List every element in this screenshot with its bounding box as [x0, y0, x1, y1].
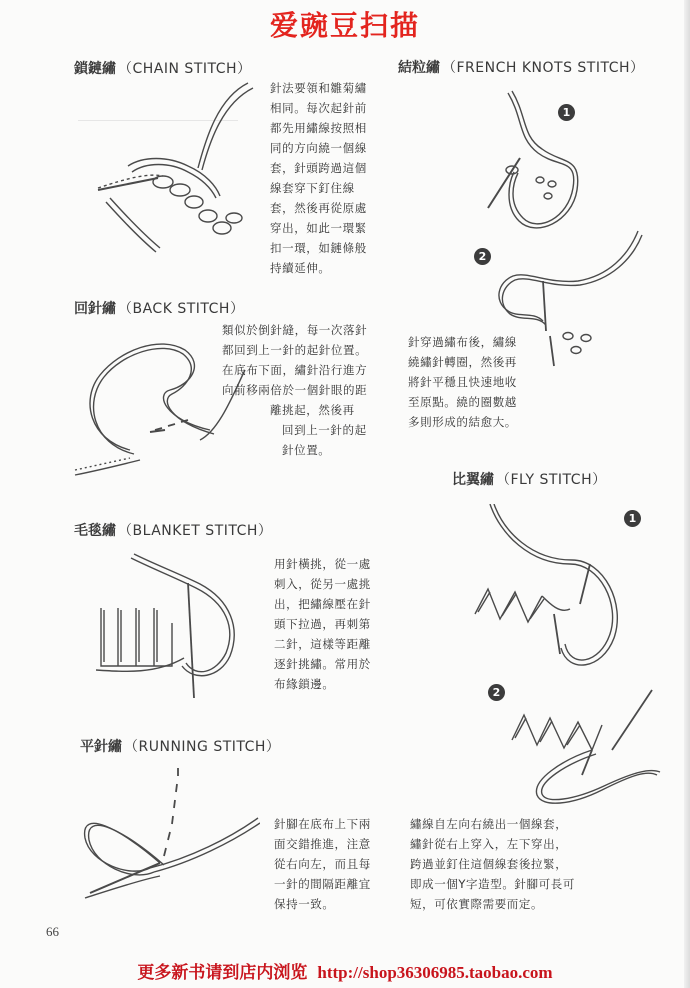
- desc-line: 刺入，從另一處挑: [274, 577, 371, 591]
- shop-link[interactable]: http://shop36306985.taobao.com: [317, 963, 553, 982]
- desc-line: 扣一環，如鏈條般: [270, 241, 367, 255]
- fly-stitch-step2-illustration: [502, 680, 662, 810]
- desc-line: 頭下拉過，再刺第: [274, 617, 371, 631]
- back-stitch-description: [222, 320, 367, 460]
- desc-line: 套，然後再從原處: [270, 201, 367, 215]
- desc-line: 面交錯推進，注意: [274, 837, 371, 851]
- running-stitch-title: [80, 736, 280, 756]
- fly-stitch-title: [452, 469, 607, 489]
- blanket-stitch-illustration: [96, 548, 246, 708]
- desc-line: 繞繡針轉圈，然後再: [408, 355, 517, 369]
- chain-stitch-zh: 鎖鏈繡: [74, 61, 116, 77]
- french-knots-en: （FRENCH KNOTS STITCH）: [442, 60, 645, 76]
- desc-line: 至原點。繞的圈數越: [408, 395, 517, 409]
- page-number: 66: [46, 924, 59, 939]
- desc-line: 針法要領和雛菊繡: [270, 81, 367, 95]
- desc-line: 布緣鎖邊。: [274, 677, 335, 691]
- desc-line: 在底布下面，繡針沿行進方: [222, 363, 368, 377]
- desc-line: 穿出，如此一環緊: [270, 221, 367, 235]
- desc-line: 套，針頭跨過這個: [270, 161, 367, 175]
- desc-line: 針穿過繡布後，繡線: [408, 335, 517, 349]
- desc-line: 即成一個Y字造型。針腳可長可: [410, 877, 575, 891]
- back-stitch-zh: 回針繡: [74, 301, 116, 317]
- blanket-stitch-en: （BLANKET STITCH）: [118, 523, 273, 539]
- desc-line: 跨過並釘住這個線套後拉緊，: [410, 857, 568, 871]
- french-knots-zh: 結粒繡: [398, 60, 440, 76]
- desc-line: 離挑起，然後再: [270, 403, 355, 417]
- running-stitch-description: [274, 814, 371, 914]
- blanket-stitch-zh: 毛毯繡: [74, 523, 116, 539]
- desc-line: 線套穿下釘住線: [270, 181, 355, 195]
- desc-line: 保持一致。: [274, 897, 335, 911]
- french-knots-title: [398, 57, 645, 77]
- desc-line: 類似於倒針縫，每一次落針: [222, 323, 368, 337]
- desc-line: 用針橫挑，從一處: [274, 557, 371, 571]
- fly-step-1-badge: 1: [624, 510, 641, 527]
- page-edge-shadow: [684, 0, 690, 988]
- french-knots-step1-illustration: [478, 88, 608, 238]
- desc-line: 多則形成的結愈大。: [408, 415, 517, 429]
- back-stitch-en: （BACK STITCH）: [118, 301, 245, 317]
- promo-bar: [0, 958, 690, 983]
- chain-stitch-en: （CHAIN STITCH）: [118, 61, 252, 77]
- running-stitch-illustration: [80, 768, 260, 918]
- promo-text: 更多新书请到店内浏览: [137, 963, 308, 982]
- blanket-stitch-description: [274, 554, 371, 694]
- french-step-2-badge: 2: [474, 248, 491, 265]
- desc-line: 持續延伸。: [270, 261, 331, 275]
- desc-line: 出，把繡線壓在針: [274, 597, 371, 611]
- scan-watermark-title: 爱豌豆扫描: [269, 9, 420, 42]
- desc-line: 都回到上一針的起針位置。: [222, 343, 368, 357]
- fly-stitch-description: [410, 814, 575, 914]
- french-knots-description: [408, 332, 517, 432]
- fly-stitch-en: （FLY STITCH）: [496, 472, 607, 488]
- running-stitch-zh: 平針繡: [80, 739, 122, 755]
- fly-stitch-step1-illustration: [470, 504, 630, 674]
- chain-stitch-description: [270, 78, 367, 278]
- desc-line: 回到上一針的起: [282, 423, 367, 437]
- blanket-stitch-title: [74, 520, 272, 540]
- fly-stitch-zh: 比翼繡: [452, 472, 494, 488]
- chain-stitch-title: [74, 58, 252, 78]
- desc-line: 針位置。: [282, 443, 331, 457]
- desc-line: 針腳在底布上下兩: [274, 817, 371, 831]
- back-stitch-title: [74, 298, 244, 318]
- desc-line: 一針的間隔距離宜: [274, 877, 371, 891]
- french-step-1-badge: 1: [558, 104, 575, 121]
- desc-line: 同的方向繞一個線: [270, 141, 367, 155]
- running-stitch-en: （RUNNING STITCH）: [124, 739, 281, 755]
- desc-line: 都先用繡線按照相: [270, 121, 367, 135]
- fly-step-2-badge: 2: [488, 684, 505, 701]
- desc-line: 繡針從右上穿入，左下穿出，: [410, 837, 568, 851]
- desc-line: 相同。每次起針前: [270, 101, 367, 115]
- desc-line: 逐針挑繡。常用於: [274, 657, 371, 671]
- chain-stitch-illustration: [88, 78, 268, 268]
- desc-line: 短，可依實際需要而定。: [410, 897, 544, 911]
- desc-line: 向前移兩倍於一個針眼的距: [222, 383, 368, 397]
- desc-line: 繡線自左向右繞出一個線套，: [410, 817, 568, 831]
- desc-line: 二針，這樣等距離: [274, 637, 371, 651]
- desc-line: 將針平穩且快速地收: [408, 375, 517, 389]
- desc-line: 從右向左，而且每: [274, 857, 371, 871]
